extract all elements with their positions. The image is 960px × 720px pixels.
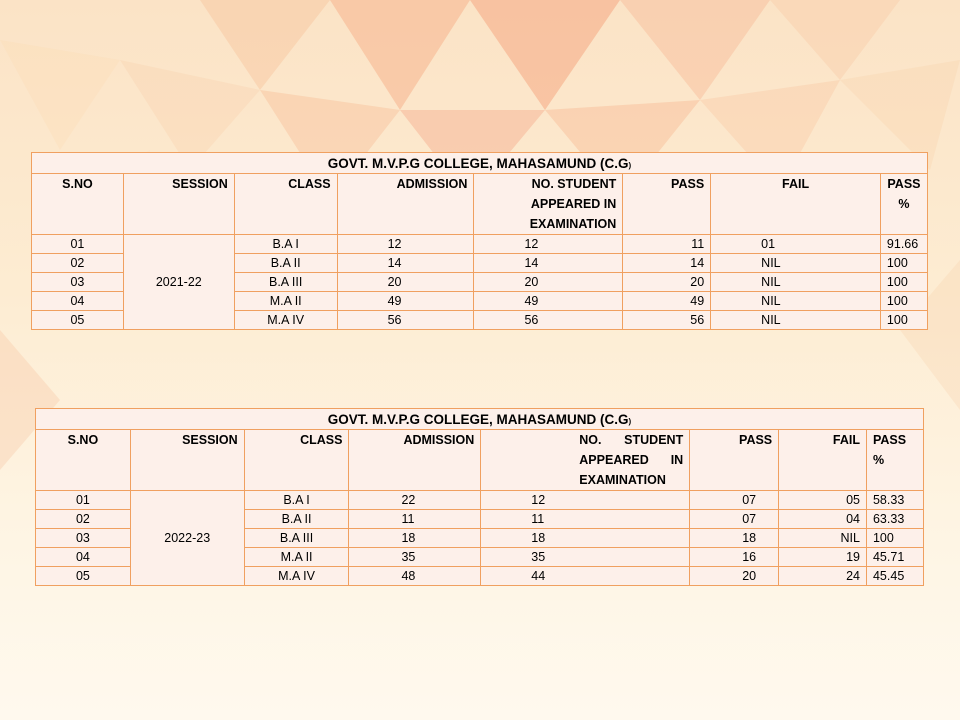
header-class: CLASS xyxy=(234,174,337,235)
cell-appeared: 49 xyxy=(474,292,623,311)
header-class: CLASS xyxy=(244,430,349,491)
results-table-2022-23 xyxy=(35,408,924,586)
results-table-2021-22 xyxy=(31,152,928,330)
cell-admission: 18 xyxy=(349,529,481,548)
cell-sno: 02 xyxy=(36,510,131,529)
cell-fail: 01 xyxy=(711,235,881,254)
cell-appeared: 35 xyxy=(481,548,690,567)
cell-pass-percent: 63.33 xyxy=(866,510,923,529)
cell-fail: NIL xyxy=(711,292,881,311)
cell-pass: 20 xyxy=(623,273,711,292)
cell-class: M.A IV xyxy=(234,311,337,330)
cell-pass: 14 xyxy=(623,254,711,273)
cell-pass-percent: 100 xyxy=(880,292,927,311)
cell-class: B.A I xyxy=(234,235,337,254)
cell-appeared: 20 xyxy=(474,273,623,292)
cell-class: M.A IV xyxy=(244,567,349,586)
cell-appeared: 18 xyxy=(481,529,690,548)
cell-sno: 03 xyxy=(36,529,131,548)
cell-admission: 20 xyxy=(337,273,474,292)
header-pass: PASS xyxy=(690,430,779,491)
cell-fail: 24 xyxy=(779,567,867,586)
cell-class: B.A II xyxy=(244,510,349,529)
header-fail: FAIL xyxy=(779,430,867,491)
cell-pass: 18 xyxy=(690,529,779,548)
header-admission: ADMISSION xyxy=(337,174,474,235)
cell-class: B.A III xyxy=(234,273,337,292)
header-pass: PASS xyxy=(623,174,711,235)
cell-admission: 49 xyxy=(337,292,474,311)
cell-sno: 04 xyxy=(32,292,124,311)
cell-admission: 56 xyxy=(337,311,474,330)
cell-sno: 01 xyxy=(36,491,131,510)
header-appeared: NO. STUDENT APPEARED IN EXAMINATION xyxy=(481,430,690,491)
cell-appeared: 56 xyxy=(474,311,623,330)
header-admission: ADMISSION xyxy=(349,430,481,491)
cell-admission: 12 xyxy=(337,235,474,254)
cell-appeared: 14 xyxy=(474,254,623,273)
cell-fail: 04 xyxy=(779,510,867,529)
cell-appeared: 44 xyxy=(481,567,690,586)
cell-admission: 11 xyxy=(349,510,481,529)
header-pass-percent: PASS % xyxy=(866,430,923,491)
cell-pass-percent: 45.71 xyxy=(866,548,923,567)
header-sno: S.NO xyxy=(36,430,131,491)
cell-sno: 05 xyxy=(36,567,131,586)
table-title: GOVT. M.V.P.G COLLEGE, MAHASAMUND (C.G) xyxy=(32,153,928,174)
cell-class: B.A I xyxy=(244,491,349,510)
cell-sno: 05 xyxy=(32,311,124,330)
table-row xyxy=(32,235,928,254)
cell-admission: 22 xyxy=(349,491,481,510)
cell-class: M.A II xyxy=(234,292,337,311)
cell-pass-percent: 100 xyxy=(866,529,923,548)
cell-pass: 49 xyxy=(623,292,711,311)
header-session: SESSION xyxy=(123,174,234,235)
cell-session: 2021-22 xyxy=(123,235,234,330)
cell-appeared: 12 xyxy=(474,235,623,254)
cell-session: 2022-23 xyxy=(130,491,244,586)
cell-pass-percent: 100 xyxy=(880,311,927,330)
table-row xyxy=(36,491,924,510)
cell-pass: 07 xyxy=(690,510,779,529)
header-sno: S.NO xyxy=(32,174,124,235)
cell-pass-percent: 91.66 xyxy=(880,235,927,254)
cell-sno: 03 xyxy=(32,273,124,292)
cell-pass-percent: 100 xyxy=(880,273,927,292)
cell-admission: 35 xyxy=(349,548,481,567)
cell-fail: 19 xyxy=(779,548,867,567)
cell-pass: 20 xyxy=(690,567,779,586)
cell-sno: 01 xyxy=(32,235,124,254)
cell-fail: 05 xyxy=(779,491,867,510)
cell-class: M.A II xyxy=(244,548,349,567)
cell-fail: NIL xyxy=(779,529,867,548)
header-pass-percent: PASS % xyxy=(880,174,927,235)
header-appeared: NO. STUDENT APPEARED IN EXAMINATION xyxy=(474,174,623,235)
header-session: SESSION xyxy=(130,430,244,491)
table-title: GOVT. M.V.P.G COLLEGE, MAHASAMUND (C.G) xyxy=(36,409,924,430)
header-fail: FAIL xyxy=(711,174,881,235)
cell-pass: 16 xyxy=(690,548,779,567)
cell-fail: NIL xyxy=(711,273,881,292)
cell-pass-percent: 58.33 xyxy=(866,491,923,510)
cell-fail: NIL xyxy=(711,254,881,273)
cell-pass-percent: 45.45 xyxy=(866,567,923,586)
cell-class: B.A II xyxy=(234,254,337,273)
cell-class: B.A III xyxy=(244,529,349,548)
cell-appeared: 11 xyxy=(481,510,690,529)
cell-pass: 56 xyxy=(623,311,711,330)
cell-appeared: 12 xyxy=(481,491,690,510)
cell-admission: 48 xyxy=(349,567,481,586)
cell-sno: 02 xyxy=(32,254,124,273)
cell-admission: 14 xyxy=(337,254,474,273)
cell-sno: 04 xyxy=(36,548,131,567)
cell-fail: NIL xyxy=(711,311,881,330)
cell-pass: 11 xyxy=(623,235,711,254)
cell-pass: 07 xyxy=(690,491,779,510)
cell-pass-percent: 100 xyxy=(880,254,927,273)
